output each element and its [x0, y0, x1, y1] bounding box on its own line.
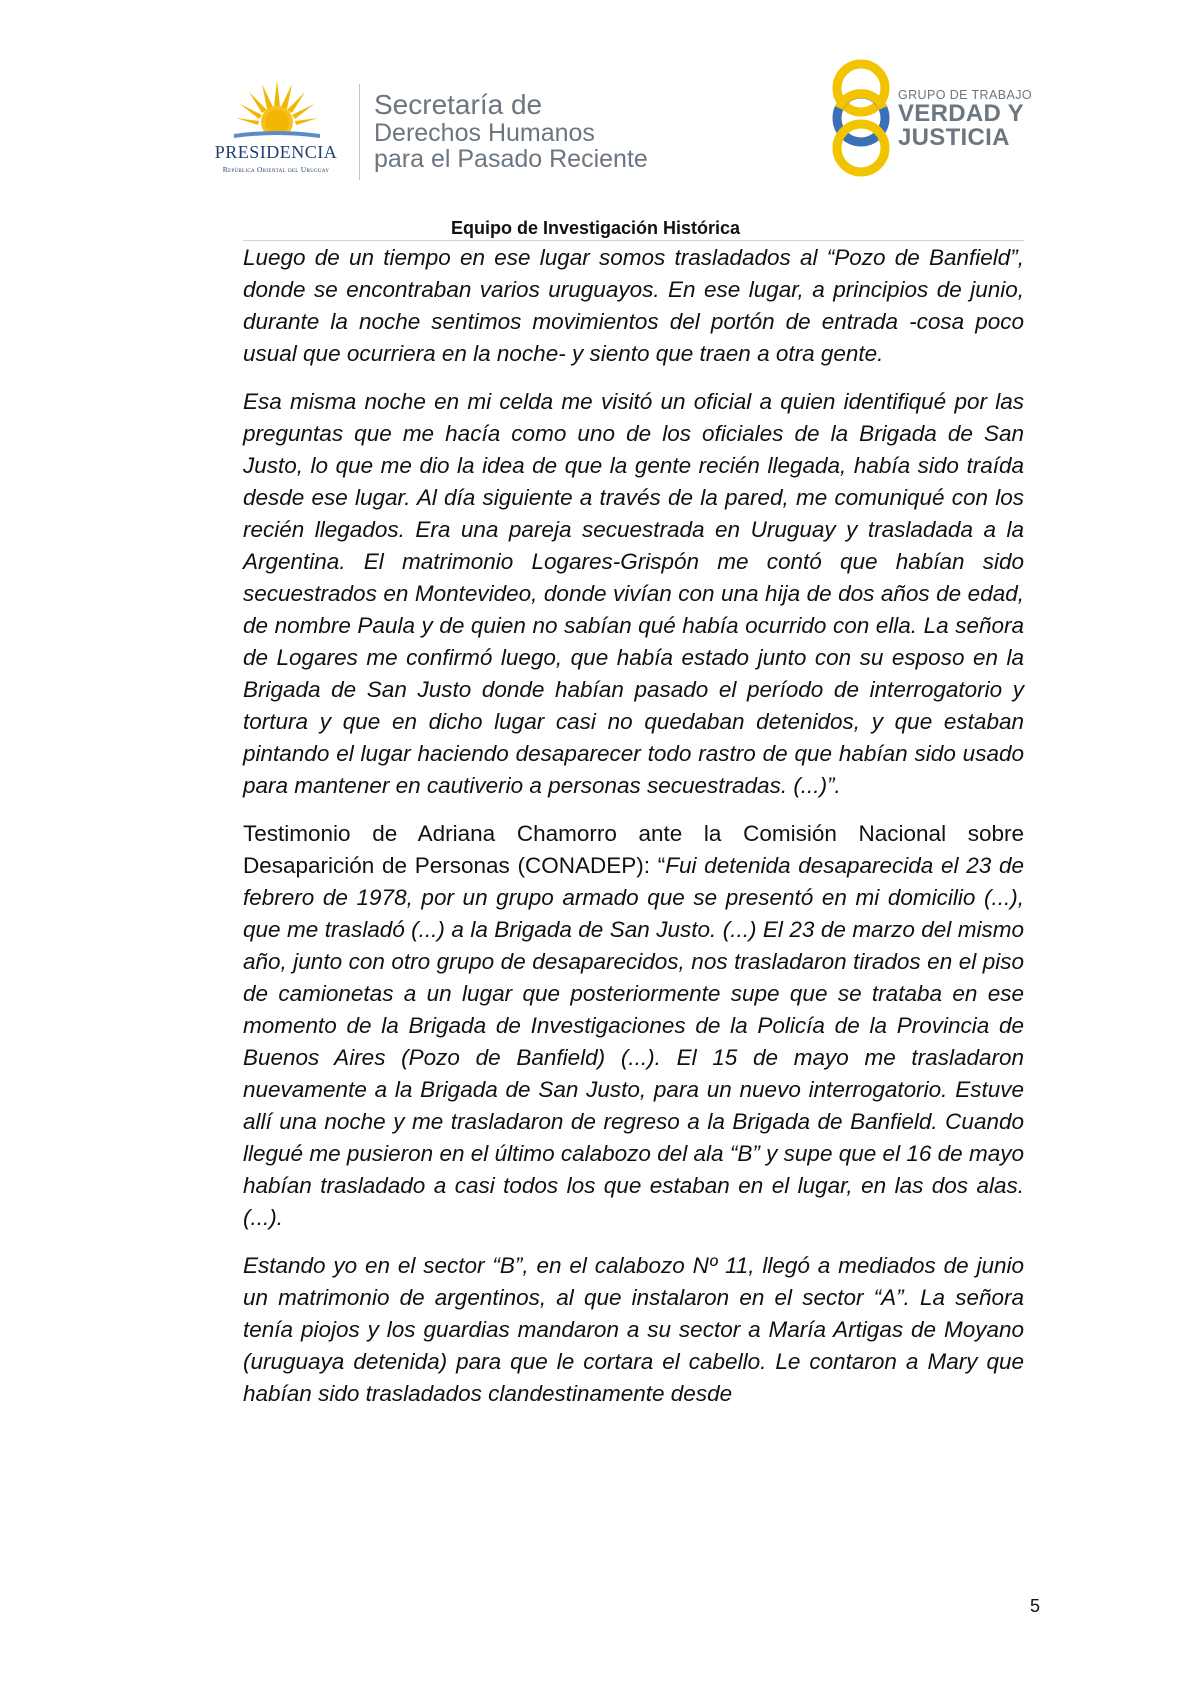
paragraph-1: Luego de un tiempo en ese lugar somos trasladados al “Pozo de Banfield”, donde se encontraban varios uruguayos. En ese lugar, a principios de junio, durante la noche sentimos movimientos del portón de entrada -cosa poco usual que ocurriera en la noche- y siento que traen a otra gente. — [243, 245, 1024, 366]
header-divider — [243, 240, 1024, 241]
presidencia-logo — [196, 78, 356, 180]
document-body — [243, 242, 1024, 1410]
secretaria-line-1: Secretaría de — [374, 89, 543, 120]
paragraph-3 — [243, 818, 1024, 1234]
grupo-line-1: GRUPO DE TRABAJO — [898, 88, 1032, 102]
sun-icon — [232, 78, 322, 144]
presidencia-name: PRESIDENCIA — [214, 142, 338, 162]
paragraph-3-quote: Fui detenida desaparecida el 23 de febrero de 1978, por un grupo armado que se presentó en mi domicilio (...), que me trasladó (...) a la Brigada de San Justo. (...) El 23 de marzo del mismo año, junto con otro grupo de desaparecidos, nos trasladaron tirados en el piso de camionetas a un lugar que posteriormente supe que se trataba en ese momento de la Brigada de Investigaciones de la Policía de la Provincia de Buenos Aires (Pozo de Banfield) (...). El 15 de mayo me trasladaron nuevamente a la Brigada de San Justo, para un nuevo interrogatorio. Estuve allí una noche y me trasladaron de regreso a la Brigada de Banfield. Cuando llegué me pusieron en el último calabozo del ala “B” y supe que el 16 de mayo habían trasladado a casi todos los que estaban en el lugar, en las dos alas. (...). — [243, 853, 1024, 1230]
paragraph-3-intro: Testimonio de Adriana Chamorro ante la Comisión Nacional sobre Desaparición de Personas (CONADEP): “ — [243, 821, 1024, 878]
grupo-trabajo-logo-text — [898, 88, 1038, 150]
logo-divider — [359, 84, 360, 180]
paragraph-4: Estando yo en el sector “B”, en el calabozo Nº 11, llegó a mediados de junio un matrimonio de argentinos, al que instalaron en el sector “A”. La señora tenía piojos y los guardias mandaron a su sector a María Artigas de Moyano (uruguaya detenida) para que le cortara el cabello. Le contaron a Mary que habían sido trasladados clandestinamente desde — [243, 1253, 1024, 1406]
secretaria-logo-text — [374, 90, 714, 172]
secretaria-line-3: para el Pasado Reciente — [374, 145, 648, 173]
grupo-line-3: JUSTICIA — [898, 124, 1010, 151]
presidencia-subtitle: República Oriental del Uruguay — [222, 165, 330, 174]
page-number: 5 — [1029, 1596, 1040, 1616]
grupo-line-2: VERDAD Y — [898, 100, 1024, 127]
header-title: Equipo de Investigación Histórica — [450, 218, 741, 238]
linked-rings-icon — [826, 58, 896, 178]
page-header — [0, 0, 1191, 240]
paragraph-2: Esa misma noche en mi celda me visitó un oficial a quien identifiqué por las preguntas que me hacía como uno de los oficiales de la Brigada de San Justo, lo que me dio la idea de que la gente recién llegada, había sido traída desde ese lugar. Al día siguiente a través de la pared, me comuniqué con los recién llegados. Era una pareja secuestrada en Uruguay y trasladada a la Argentina. El matrimonio Logares-Grispón me contó que habían sido secuestrados en Montevideo, donde vivían con una hija de dos años de edad, de nombre Paula y de quien no sabían qué había ocurrido con ella. La señora de Logares me confirmó luego, que había estado junto con su esposo en la Brigada de San Justo donde habían pasado el período de interrogatorio y tortura y que en dicho lugar casi no quedaban detenidos, y que estaban pintando el lugar haciendo desaparecer todo rastro de que habían sido usado para mantener en cautiverio a personas secuestradas. (...)”. — [243, 389, 1024, 798]
secretaria-line-2: Derechos Humanos — [374, 119, 595, 147]
